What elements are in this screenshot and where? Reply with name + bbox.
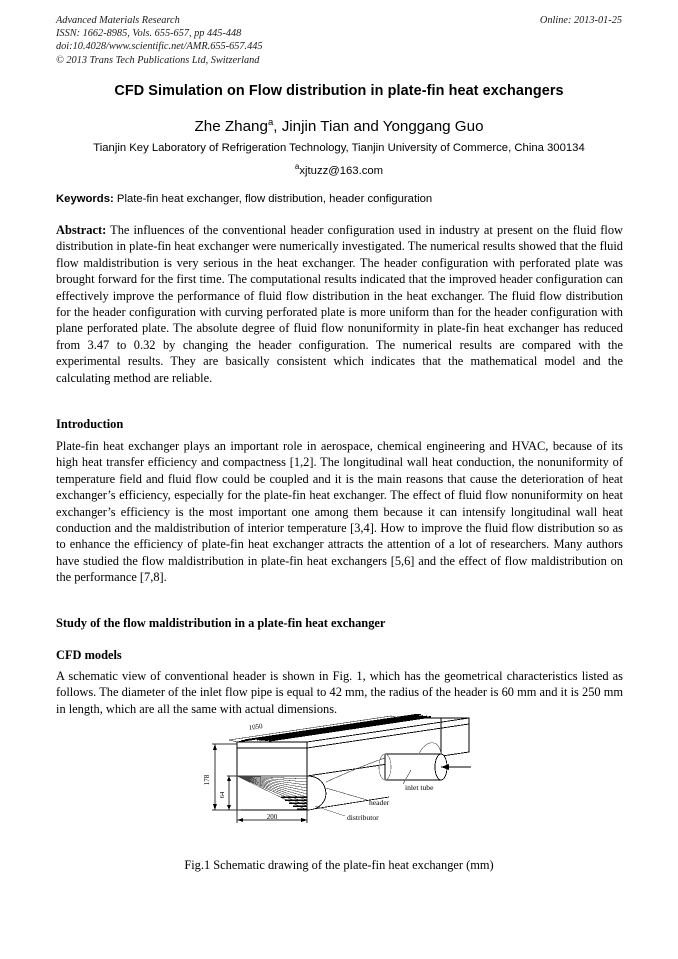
section-heading-introduction: Introduction	[56, 417, 124, 431]
author-first: Zhe Zhang	[194, 118, 268, 136]
label-header: header	[369, 798, 390, 807]
section-heading-cfd-models: CFD models	[56, 648, 122, 662]
journal-copyright-line: © 2013 Trans Tech Publications Ltd, Switzerland	[56, 54, 260, 66]
author-rest: , Jinjin Tian and Yonggang Guo	[273, 118, 484, 136]
journal-header	[56, 14, 622, 67]
section-heading-study: Study of the flow maldistribution in a plate-fin heat exchanger	[56, 616, 386, 630]
page-title: CFD Simulation on Flow distribution in plate-fin heat exchangers	[114, 83, 564, 99]
author-affiliation-marker: a	[267, 117, 274, 128]
email-affiliation-marker: a	[294, 162, 300, 171]
label-distributor: distributor	[347, 813, 379, 822]
abstract-block	[56, 222, 623, 386]
dimension-height-label: 178	[203, 774, 211, 786]
email-address: xjtuzz@163.com	[299, 164, 384, 177]
affiliation-line: Tianjin Key Laboratory of Refrigeration Technology, Tianjin University of Commerce, China 300134	[93, 142, 585, 154]
author-list	[40, 113, 638, 137]
figure-1	[0, 714, 678, 874]
keywords-text: Plate-fin heat exchanger, flow distribution, header configuration	[113, 193, 433, 205]
dimension-width-label: 200	[266, 813, 278, 821]
keywords-line	[56, 192, 623, 207]
journal-doi-line: doi:10.4028/www.scientific.net/AMR.655-657.445	[56, 41, 263, 53]
section-paragraph-cfd-models: A schematic view of conventional header is shown in Fig. 1, which has the geometrical characteristics listed as follows. The diameter of the inlet flow pipe is equal to 42 mm, the radius of the header is 60 mm and it is 250 mm in length, which are all the same with actual dimensions.	[56, 669, 623, 716]
journal-issn-line: ISSN: 1662-8985, Vols. 655-657, pp 445-448	[56, 28, 242, 40]
label-inlet-tube: inlet tube	[405, 783, 434, 792]
dimension-length-label: 1050	[248, 722, 264, 732]
abstract-label: Abstract:	[56, 223, 107, 237]
dimension-inlet-height-label: 64	[219, 791, 226, 799]
journal-online-date: Online: 2013-01-25	[539, 15, 622, 26]
keywords-label: Keywords:	[56, 193, 114, 205]
abstract-text: The influences of the conventional header configuration used in industry at present on the fluid flow distribution in plate-fin heat exchanger were numerically investigated. The numerical results showed that the fluid flow maldistribution is very serious in the heat exchanger. The header configuration with perforated plate was brought forward for the first time. The computational results indicated that the improved header configuration can effectively improve the performance of fluid flow distribution in the heat exchanger. The fluid flow distribution for the header configuration with curving perforated plate is more uniform than for the header configuration with plane perforated plate. The absolute degree of fluid flow nonuniformity in plate-fin heat exchanger has reduced from 3.47 to 0.32 by changing the header configuration. The numerical results are compared with the experimental results. They are basically consistent which indicates that the mathematical model and the calculating method are reliable.	[56, 223, 623, 385]
heat-exchanger-schematic	[189, 714, 489, 866]
figure-1-caption: Fig.1 Schematic drawing of the plate-fin heat exchanger (mm)	[184, 858, 494, 872]
corresponding-email	[40, 159, 638, 179]
journal-name: Advanced Materials Research	[56, 15, 180, 26]
section-paragraph-introduction: Plate-fin heat exchanger plays an important role in aerospace, chemical engineering and HVAC, because of its high heat transfer efficiency and compactness [1,2]. The longitudinal wall heat conduction, the nonuniformity of temperature field and fluid flow could be coupled and it is the main reasons that cause the deterioration of heat exchanger’s efficiency, especially for the plate-fin heat exchanger. The effect of fluid flow nonuniformity on heat exchanger’s efficiency is the most important one among them because it can intensify longitudinal wall heat conduction and the maldistribution of interior temperature [3,4]. How to improve the fluid flow distribution so as to enhance the efficiency of plate-fin heat exchanger attracts the attention of a lot of researchers. Many authors have studied the flow maldistribution in plate-fin heat exchangers [5,6] and the effect of flow maldistribution on the performance [7,8].	[56, 439, 623, 585]
